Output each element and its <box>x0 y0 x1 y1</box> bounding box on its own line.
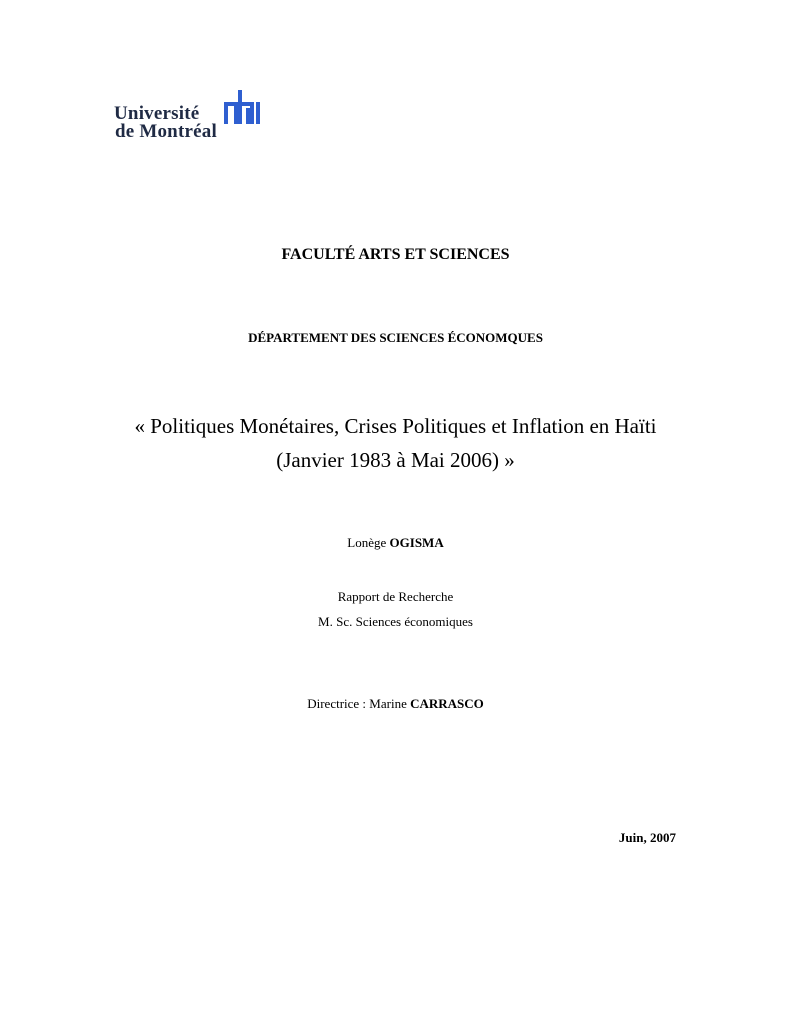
logo-line-universite: Université <box>114 103 200 124</box>
author-first-name: Lonège <box>347 535 387 550</box>
university-logo <box>114 90 264 142</box>
director-last-name: CARRASCO <box>410 696 484 711</box>
report-title-line-1: « Politiques Monétaires, Crises Politiques et Inflation en Haïti <box>134 414 657 438</box>
department-heading: DÉPARTEMENT DES SCIENCES ÉCONOMQUES <box>248 330 543 345</box>
author <box>0 535 791 551</box>
report-title-line-2: (Janvier 1983 à Mai 2006) » <box>276 448 515 472</box>
report-type: Rapport de Recherche <box>337 589 454 604</box>
degree: M. Sc. Sciences économiques <box>318 614 473 629</box>
report-title <box>0 409 791 477</box>
director <box>0 696 791 712</box>
faculty-heading: FACULTÉ ARTS ET SCIENCES <box>281 246 510 263</box>
submission-date: Juin, 2007 <box>618 830 676 845</box>
logo-line-de-montreal: de Montréal <box>115 121 217 142</box>
director-label: Directrice : Marine <box>307 696 407 711</box>
udem-logo-mark-icon <box>224 90 262 124</box>
author-last-name: OGISMA <box>389 535 444 550</box>
